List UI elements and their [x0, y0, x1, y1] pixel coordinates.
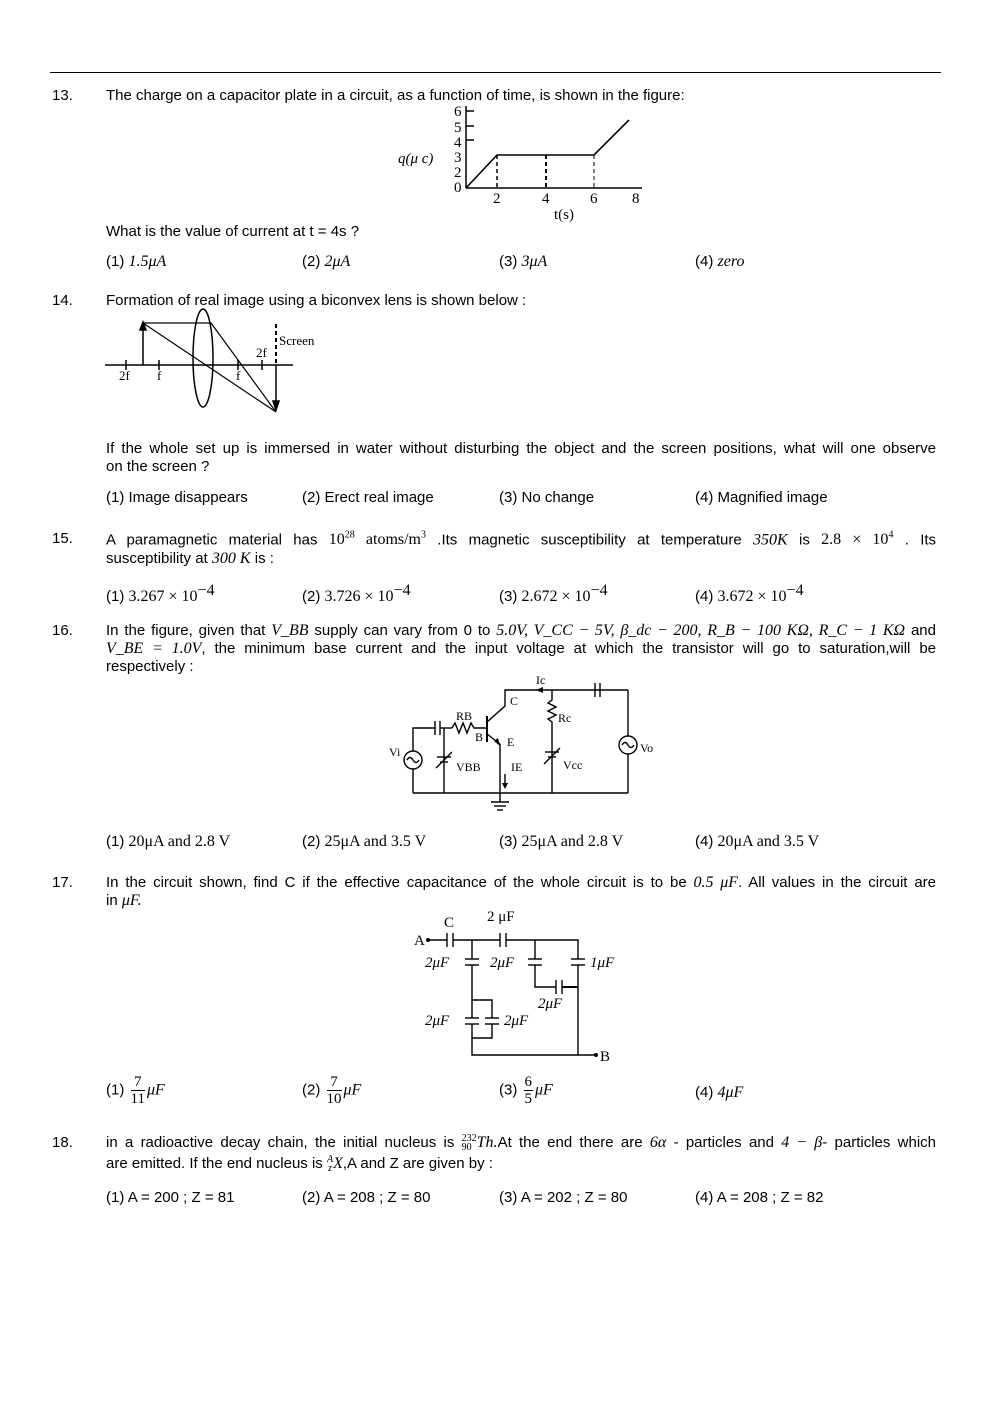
- q16-option-3[interactable]: (3) 25μA and 2.8 V: [499, 833, 624, 850]
- rb-label: RB: [456, 709, 473, 723]
- option-number: (4): [695, 253, 714, 270]
- q13-option-2[interactable]: [302, 253, 350, 271]
- q17-option-4[interactable]: (4) 4μF: [695, 1084, 744, 1101]
- option-number: (1): [106, 489, 125, 506]
- q17-line2: in μF.: [106, 892, 142, 909]
- q18-option-1[interactable]: (1) A = 200 ; Z = 81: [106, 1189, 235, 1206]
- density: $10^{28}$ atoms/$m^3$: [328, 530, 426, 549]
- option-value: Magnified image: [717, 489, 828, 506]
- screen-label: Screen: [279, 333, 315, 348]
- vi-label: Vi: [389, 745, 401, 759]
- text: A paramagnetic material has: [106, 531, 318, 549]
- xtick: 2: [493, 191, 501, 207]
- label-f-left: f: [157, 368, 162, 383]
- ytick: 2: [454, 165, 462, 181]
- cap-par-right-label: 2μF: [504, 1013, 529, 1029]
- option-value: Image disappears: [128, 489, 248, 506]
- q13-charge-graph: [380, 100, 660, 225]
- q13-option-4[interactable]: [695, 253, 744, 271]
- q15-line1: [106, 530, 936, 549]
- option-number: (1): [106, 253, 125, 270]
- option-number: (4): [695, 489, 714, 506]
- option-value: 3μA: [521, 253, 548, 270]
- q13-option-1[interactable]: [106, 253, 166, 271]
- emitter-label: E: [507, 735, 515, 749]
- q13-ylabel: q(μ c): [398, 151, 434, 167]
- ytick: 5: [454, 120, 462, 136]
- q14-option-2[interactable]: [302, 489, 434, 506]
- vcc-label: Vcc: [563, 758, 583, 772]
- option-value: 2μA: [324, 253, 351, 270]
- option-value: Erect real image: [324, 489, 434, 506]
- option-number: (2): [302, 489, 321, 506]
- option-number: (3): [499, 489, 518, 506]
- header-rule: [50, 72, 941, 73]
- q17-number: 17.: [52, 874, 73, 891]
- option-number: (2): [302, 253, 321, 270]
- base-label: B: [475, 730, 484, 744]
- q15-option-4[interactable]: (4) $3.672 \times 10^{-4}$: [695, 582, 804, 605]
- q14-option-1[interactable]: [106, 489, 248, 506]
- q13-xlabel: t(s): [554, 207, 574, 223]
- q17-option-3[interactable]: (3) $\frac{6}{5}$ μF: [499, 1074, 553, 1107]
- q15-number: 15.: [52, 530, 73, 547]
- q17-option-1[interactable]: (1) $\frac{7}{11}$ μF: [106, 1074, 165, 1107]
- ie-label: IE: [511, 760, 523, 774]
- q18-line2: are emitted. If the end nucleus is A z X,A and Z are given by :: [106, 1154, 493, 1175]
- label-2f-left: 2f: [119, 368, 130, 383]
- susceptibility: $2.8 \times 10^4$: [821, 530, 894, 549]
- q14-text: Formation of real image using a biconvex lens is shown below :: [106, 292, 527, 309]
- q18-line1: in a radioactive decay chain, the initial nucleus is 232 90 Th.At the end there are 6α - particles and 4 − β- particles which: [106, 1133, 937, 1154]
- cap-par-left-label: 2μF: [425, 1013, 450, 1029]
- xtick: 4: [542, 191, 550, 207]
- label-2f-right: 2f: [256, 345, 267, 360]
- q14-number: 14.: [52, 292, 73, 309]
- option-value: No change: [521, 489, 595, 506]
- q13-option-3[interactable]: [499, 253, 547, 271]
- cap-right-label: 1μF: [590, 955, 615, 971]
- xtick: 8: [632, 191, 640, 207]
- cap-top-label: 2 μF: [487, 909, 515, 925]
- q15-option-3[interactable]: (3) $2.672 \times 10^{-4}$: [499, 582, 608, 605]
- q18-number: 18.: [52, 1134, 73, 1151]
- text: . Its: [904, 531, 937, 549]
- q14-line2: on the screen ?: [106, 458, 210, 475]
- q18-option-2[interactable]: (2) A = 208 ; Z = 80: [302, 1189, 431, 1206]
- q18-option-3[interactable]: (3) A = 202 ; Z = 80: [499, 1189, 628, 1206]
- text: is: [799, 531, 810, 549]
- cap-mid-label: 2μF: [490, 955, 515, 971]
- q16-option-1[interactable]: (1) 20μA and 2.8 V: [106, 833, 231, 850]
- q17-line1: In the circuit shown, find C if the effective capacitance of the whole circuit is to be 0.5 μF. All values in the circuit are: [106, 874, 936, 891]
- temperature: 350K: [753, 531, 788, 549]
- cap-c-label: C: [444, 915, 455, 931]
- q18-option-4[interactable]: (4) A = 208 ; Z = 82: [695, 1189, 824, 1206]
- q13-number: 13.: [52, 87, 73, 104]
- ytick: 0: [454, 180, 462, 196]
- text: .Its magnetic susceptibility at temperature: [437, 531, 742, 549]
- node-b-label: B: [600, 1049, 611, 1065]
- option-value: 1.5μA: [128, 253, 167, 270]
- q15-line2: susceptibility at 300 K is :: [106, 550, 274, 567]
- q16-number: 16.: [52, 622, 73, 639]
- q13-question: What is the value of current at t = 4s ?: [106, 223, 360, 240]
- q15-option-1[interactable]: (1) $3.267 \times 10^{-4}$: [106, 582, 215, 605]
- node-a-label: A: [414, 933, 425, 949]
- rc-label: Rc: [558, 711, 572, 725]
- ytick: 3: [454, 150, 462, 166]
- option-value: zero: [717, 253, 745, 270]
- label-f-right: f: [236, 368, 241, 383]
- q17-option-2[interactable]: (2) $\frac{7}{10}$ μF: [302, 1074, 362, 1107]
- q16-line1: In the figure, given that V_BB supply can vary from 0 to 5.0V, V_CC − 5V, β_dc − 200, R_B − 100 KΩ, R_C − 1 KΩ and: [106, 622, 936, 639]
- q16-option-4[interactable]: (4) 20μA and 3.5 V: [695, 833, 820, 850]
- vo-label: Vo: [640, 741, 654, 755]
- cap-left-label: 2μF: [425, 955, 450, 971]
- option-number: (3): [499, 253, 518, 270]
- ytick: 6: [454, 104, 462, 120]
- ic-label: Ic: [536, 673, 546, 687]
- xtick: 6: [590, 191, 598, 207]
- q15-option-2[interactable]: (2) $3.726 \times 10^{-4}$: [302, 582, 411, 605]
- ytick: 4: [454, 135, 462, 151]
- cap-inner-label: 2μF: [538, 996, 563, 1012]
- collector-label: C: [510, 694, 519, 708]
- q16-line2: V_BE = 1.0V, the minimum base current and the input voltage at which the transistor will go to saturation,will be: [106, 640, 937, 657]
- q14-option-4[interactable]: [695, 489, 828, 506]
- q16-line3: respectively :: [106, 658, 194, 675]
- vbb-label: VBB: [456, 760, 481, 774]
- q14-option-3[interactable]: [499, 489, 594, 506]
- q13-text: The charge on a capacitor plate in a circuit, as a function of time, is shown in the figure:: [106, 87, 685, 104]
- q16-option-2[interactable]: (2) 25μA and 3.5 V: [302, 833, 427, 850]
- q14-line1: If the whole set up is immersed in water without disturbing the object and the screen positions, what will one observe: [106, 440, 936, 457]
